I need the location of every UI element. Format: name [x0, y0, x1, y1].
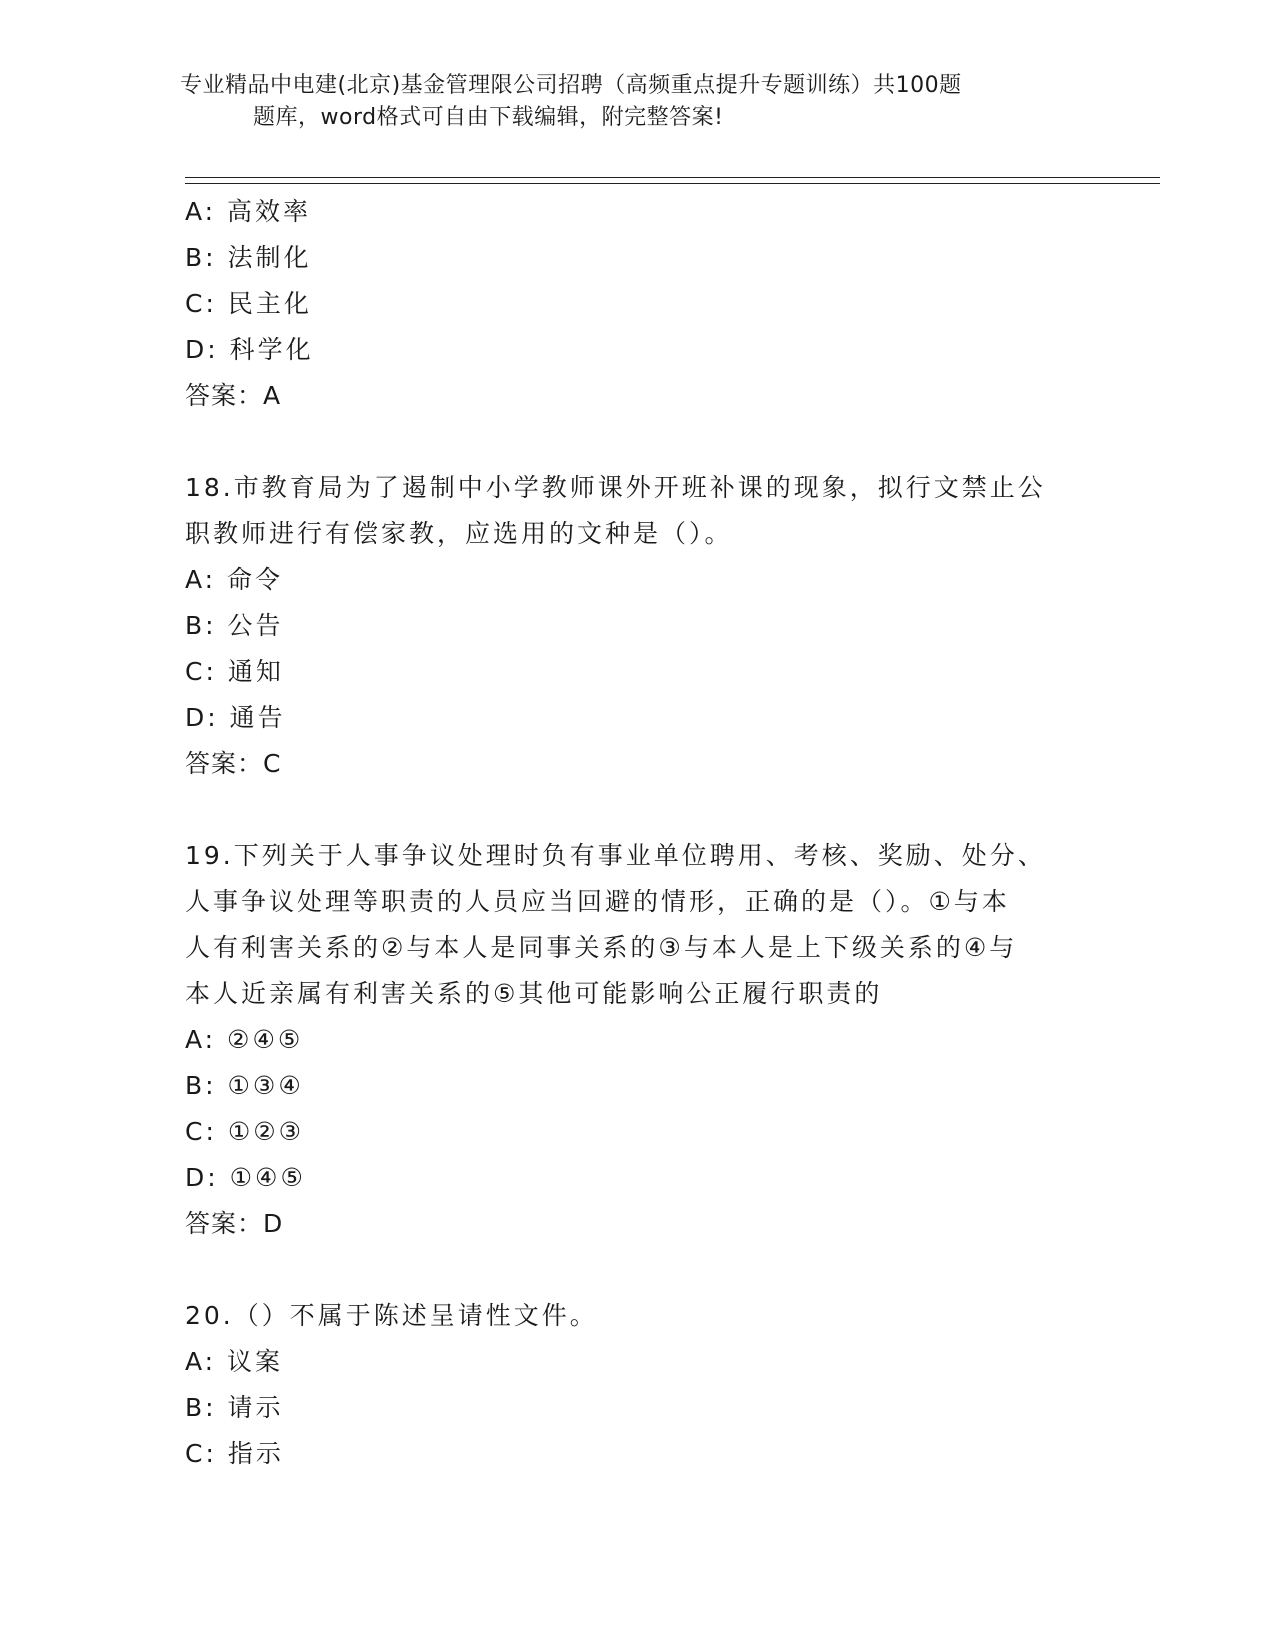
question-19 [185, 833, 1085, 1247]
option-a: A: ②④⑤ [185, 1025, 304, 1054]
option-d: D: ①④⑤ [185, 1163, 306, 1192]
answer: 答案：C [185, 749, 282, 778]
question-17 [185, 189, 1085, 419]
option-a: A: 命令 [185, 565, 284, 594]
option-c: C: 通知 [185, 657, 284, 686]
question-stem-line: 18.市教育局为了遏制中小学教师课外开班补课的现象，拟行文禁止公 [185, 473, 1046, 502]
question-list [185, 189, 1085, 1477]
document-header [180, 70, 1080, 134]
option-c: C: 民主化 [185, 289, 312, 318]
option-b: B: 请示 [185, 1393, 284, 1422]
option-c: C: 指示 [185, 1439, 284, 1468]
question-stem-line: 职教师进行有偿家教，应选用的文种是（）。 [185, 519, 733, 548]
question-20 [185, 1293, 1085, 1477]
question-stem-line: 19.下列关于人事争议处理时负有事业单位聘用、考核、奖励、处分、 [185, 841, 1046, 870]
option-b: B: 法制化 [185, 243, 312, 272]
option-d: D: 科学化 [185, 335, 314, 364]
option-b: B: 公告 [185, 611, 284, 640]
option-b: B: ①③④ [185, 1071, 304, 1100]
option-c: C: ①②③ [185, 1117, 305, 1146]
header-rule-top [185, 177, 1160, 178]
header-title-line-2: 题库，word格式可自由下载编辑，附完整答案! [253, 105, 724, 130]
header-rule-bottom [185, 183, 1160, 184]
question-stem-line: 人事争议处理等职责的人员应当回避的情形，正确的是（）。①与本 [185, 887, 1010, 916]
question-stem-line: 人有利害关系的②与本人是同事关系的③与本人是上下级关系的④与 [185, 933, 1018, 962]
spacer [185, 1247, 1085, 1293]
question-stem-line: 本人近亲属有利害关系的⑤其他可能影响公正履行职责的 [185, 979, 883, 1008]
option-d: D: 通告 [185, 703, 286, 732]
answer: 答案：D [185, 1209, 284, 1238]
answer: 答案：A [185, 381, 282, 410]
spacer [185, 787, 1085, 833]
question-stem-line: 20.（）不属于陈述呈请性文件。 [185, 1301, 598, 1330]
question-18 [185, 465, 1085, 787]
header-title-line-1: 专业精品中电建(北京)基金管理限公司招聘（高频重点提升专题训练）共100题 [180, 73, 962, 98]
option-a: A: 高效率 [185, 197, 312, 226]
option-a: A: 议案 [185, 1347, 284, 1376]
spacer [185, 419, 1085, 465]
